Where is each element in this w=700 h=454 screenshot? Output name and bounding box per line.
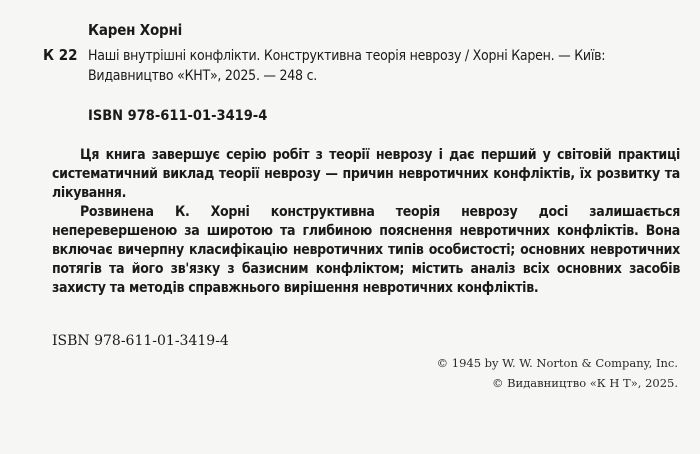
isbn-bold: ISBN 978-611-01-3419-4 (88, 108, 268, 124)
classification-code: К 22 (43, 46, 78, 64)
copyright-block (437, 353, 678, 393)
bibliographic-record: Наші внутрішні конфлікти. Конструктивна теорія неврозу / Хорні Карен. — Київ: Видавництво «КНТ», 2025. — 248 с. (88, 48, 606, 84)
annotation-paragraph-2: Розвинена К. Хорні конструктивна теорія неврозу досі залишається неперевершеною за широтою та глибиною пояснення невротичних конфліктів. Вона включає вичерпну класифікацію невротичних типів особистості; основних невротичних потягів та його зв'язку з базисним конфліктом; містить аналіз всіх основних засобів захисту та методів справжнього вирішення невротичних конфліктів. (52, 204, 680, 296)
isbn-plain: ISBN 978-611-01-3419-4 (52, 333, 229, 349)
copyright-line-1: © 1945 by W. W. Norton & Company, Inc. (436, 356, 678, 370)
annotation (52, 146, 680, 298)
author-name: Карен Хорні (88, 21, 183, 39)
copyright-line-2: © Видавництво «К Н Т», 2025. (491, 376, 678, 390)
annotation-paragraph-1: Ця книга завершує серію робіт з теорії неврозу і дає перший у світовій практиці систематичний виклад теорії неврозу — причин невротичних конфліктів, їх розвитку та лікування. (52, 147, 680, 201)
